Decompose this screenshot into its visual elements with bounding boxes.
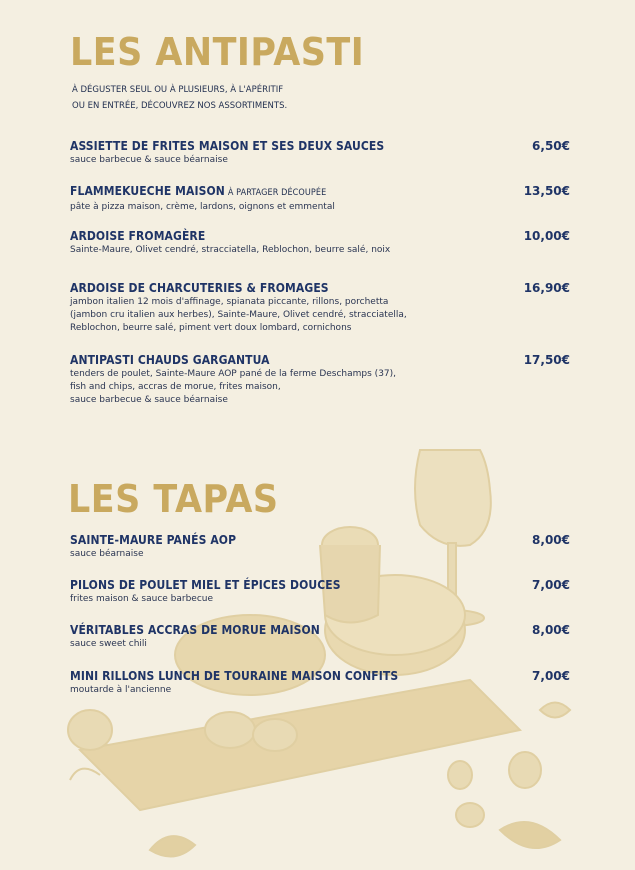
item-name-row bbox=[70, 184, 570, 201]
item-price: 8,00€ bbox=[532, 623, 570, 637]
item-description: Sainte-Maure, Olivet cendré, stracciatella, Reblochon, beurre salé, noix bbox=[70, 245, 391, 255]
item-name: MINI RILLONS LUNCH DE TOURAINE MAISON CONFITS bbox=[70, 669, 399, 683]
item-price: 17,50€ bbox=[523, 353, 570, 367]
menu-item-flammekueche bbox=[70, 184, 570, 214]
intro-line-2: OU EN ENTRÉE, DÉCOUVREZ NOS ASSORTIMENTS. bbox=[72, 101, 288, 111]
item-description-line-3: Reblochon, beurre salé, piment vert doux lombard, cornichons bbox=[70, 323, 352, 333]
item-description: sauce barbecue & sauce béarnaise bbox=[70, 155, 228, 165]
item-description-line-1: jambon italien 12 mois d'affinage, spianata piccante, rillons, porchetta bbox=[70, 297, 389, 307]
menu-item-pilons-poulet bbox=[70, 578, 570, 606]
item-description-line-2: (jambon cru italien aux herbes), Sainte-Maure, Olivet cendré, stracciatella, bbox=[70, 310, 407, 320]
item-description: pâte à pizza maison, crème, lardons, oignons et emmental bbox=[70, 202, 335, 212]
item-price: 6,50€ bbox=[532, 139, 570, 153]
item-price: 10,00€ bbox=[523, 229, 570, 243]
item-name: PILONS DE POULET MIEL ET ÉPICES DOUCES bbox=[70, 578, 341, 592]
item-name-suffix: À PARTAGER DÉCOUPÉE bbox=[227, 188, 327, 198]
section-title-antipasti: LES ANTIPASTI bbox=[70, 30, 365, 74]
menu-item-sainte-maure bbox=[70, 533, 570, 561]
antipasti-intro bbox=[72, 82, 287, 114]
menu-item-frites bbox=[70, 139, 570, 167]
menu-item-accras bbox=[70, 623, 570, 651]
menu-item-antipasti-chauds bbox=[70, 353, 570, 407]
item-price: 8,00€ bbox=[532, 533, 570, 547]
item-price: 7,00€ bbox=[532, 669, 570, 683]
item-description: moutarde à l'ancienne bbox=[70, 685, 172, 695]
intro-line-1: À DÉGUSTER SEUL OU À PLUSIEURS, À L'APÉRITIF bbox=[72, 85, 284, 95]
item-name: ASSIETTE DE FRITES MAISON ET SES DEUX SAUCES bbox=[70, 139, 385, 153]
item-name: ARDOISE FROMAGÈRE bbox=[70, 229, 206, 243]
item-name: SAINTE-MAURE PANÉS AOP bbox=[70, 533, 237, 547]
item-description-line-1: tenders de poulet, Sainte-Maure AOP pané de la ferme Deschamps (37), bbox=[70, 369, 397, 379]
item-description-line-2: fish and chips, accras de morue, frites maison, bbox=[70, 382, 281, 392]
item-price: 7,00€ bbox=[532, 578, 570, 592]
item-price: 16,90€ bbox=[523, 281, 570, 295]
menu-item-mini-rillons bbox=[70, 669, 570, 697]
menu-item-ardoise-charcuteries bbox=[70, 281, 570, 335]
item-description-line-3: sauce barbecue & sauce béarnaise bbox=[70, 395, 228, 405]
item-name: ANTIPASTI CHAUDS GARGANTUA bbox=[70, 353, 270, 367]
item-description: frites maison & sauce barbecue bbox=[70, 594, 214, 604]
menu-item-ardoise-fromagere bbox=[70, 229, 570, 257]
item-name: FLAMMEKUECHE MAISON bbox=[70, 184, 225, 198]
item-name: VÉRITABLES ACCRAS DE MORUE MAISON bbox=[70, 623, 320, 637]
item-name: ARDOISE DE CHARCUTERIES & FROMAGES bbox=[70, 281, 329, 295]
section-title-tapas: LES TAPAS bbox=[68, 477, 279, 521]
item-price: 13,50€ bbox=[523, 184, 570, 198]
item-description: sauce béarnaise bbox=[70, 549, 144, 559]
item-description: sauce sweet chili bbox=[70, 639, 147, 649]
